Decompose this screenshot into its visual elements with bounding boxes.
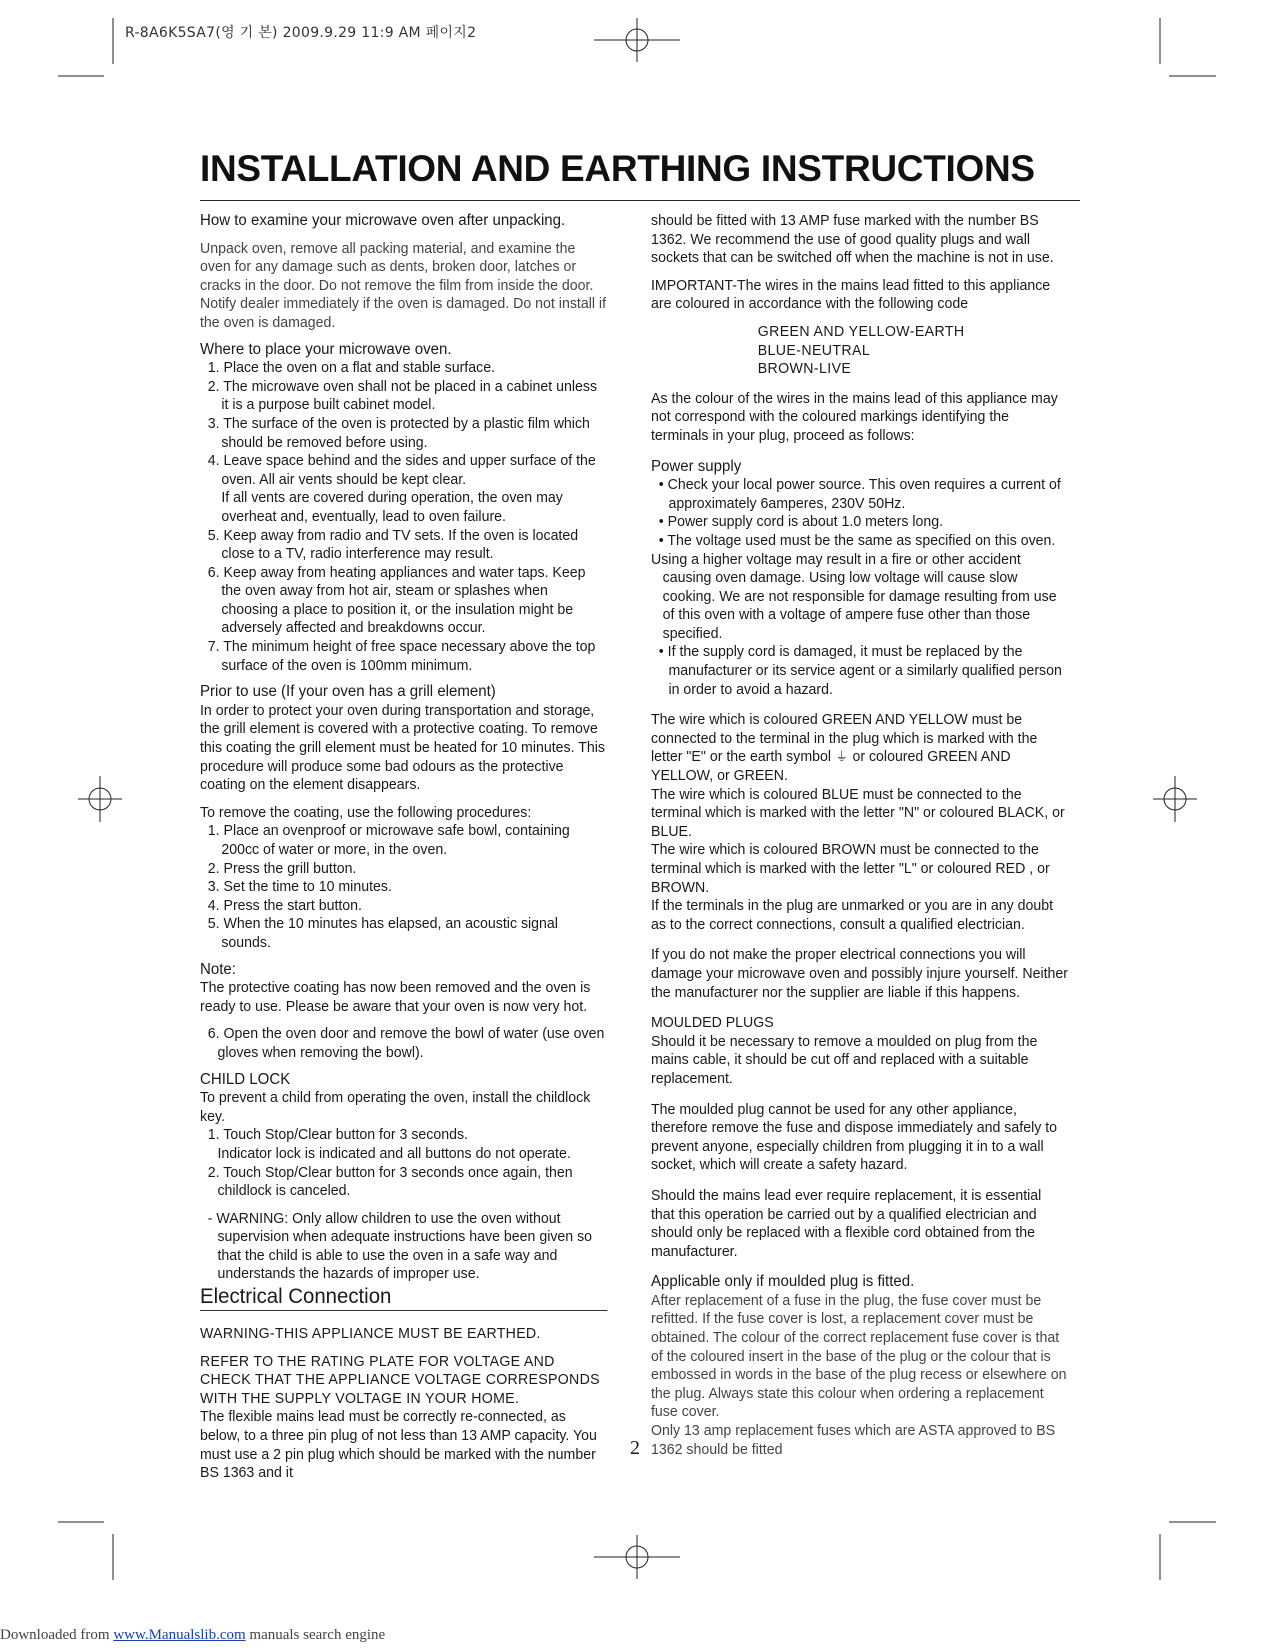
examine-heading: How to examine your microwave oven after unpacking. bbox=[200, 212, 566, 229]
place-item: 5. Keep away from radio and TV sets. If the oven is located close to a TV, radio interference may result. bbox=[207, 527, 579, 563]
childlock-step: 1. Touch Stop/Clear button for 3 seconds. bbox=[207, 1127, 468, 1144]
remove-step: 3. Set the time to 10 minutes. bbox=[207, 879, 392, 896]
lead-text: The flexible mains lead must be correctly re-connected, as below, to a three pin plug of not less than 13 AMP capacity. You must use a 2 pin plug which should be marked with the number BS 1363 and it bbox=[200, 1409, 597, 1482]
print-header-info: R-8A6K5SA7(영 기 본) 2009.9.29 11:9 AM 페이지2 bbox=[125, 25, 477, 41]
remove-intro: To remove the coating, use the following procedures: bbox=[200, 804, 532, 821]
brown-wire-text: The wire which is coloured BROWN must be connected to the terminal which is marked with the letter "L" or coloured RED , or BROWN. bbox=[651, 842, 1050, 896]
earthed-warning: WARNING-THIS APPLIANCE MUST BE EARTHED. bbox=[200, 1326, 541, 1343]
note-heading: Note: bbox=[200, 960, 236, 978]
page-title: INSTALLATION AND EARTHING INSTRUCTIONS bbox=[200, 148, 1035, 189]
manualslib-link[interactable]: www.Manualslib.com bbox=[113, 1627, 246, 1643]
power-bullet: • The voltage used must be the same as specified on this oven. bbox=[658, 532, 1056, 549]
warning-text: Only allow children to use the oven without supervision when adequate instructions have been given so that the child is able to use the oven in a safe way and understands the hazards of improper use. bbox=[217, 1210, 593, 1283]
moulded-heading: MOULDED PLUGS bbox=[651, 1015, 774, 1032]
warning-label: - WARNING: bbox=[207, 1210, 289, 1227]
remove-step: 4. Press the start button. bbox=[207, 897, 362, 914]
page-number: 2 bbox=[630, 1437, 640, 1459]
download-footer bbox=[0, 1627, 385, 1644]
rating-warning: REFER TO THE RATING PLATE FOR VOLTAGE AND CHECK THAT THE APPLIANCE VOLTAGE CORRESPONDS WITH THE SUPPLY VOLTAGE IN YOUR HOME. bbox=[200, 1353, 600, 1407]
place-item: 1. Place the oven on a flat and stable surface. bbox=[207, 360, 496, 377]
colour-text: As the colour of the wires in the mains lead of this appliance may not correspond with the coloured markings identifying the terminals in your plug, proceed as follows: bbox=[651, 390, 1058, 444]
warning-paragraph bbox=[200, 1210, 607, 1284]
prior-text: In order to protect your oven during transportation and storage, the grill element is covered with a protective coating. To remove this coating the grill element must be heated for 10 minutes. This procedure will produce some bad odours as the protective coating on the element disappears. bbox=[200, 702, 605, 794]
green-wire-text-a: The wire which is coloured GREEN AND YELLOW must be connected to the terminal in the plug which is marked with the letter "E" or the earth symbol bbox=[651, 712, 1038, 766]
asta-text: Only 13 amp replacement fuses which are ASTA approved to BS 1362 should be fitted bbox=[651, 1423, 1056, 1458]
earth-symbol-icon: ⏚ bbox=[835, 749, 849, 765]
important-paragraph bbox=[651, 277, 1068, 314]
left-column bbox=[200, 212, 607, 1483]
wire-code: BROWN-LIVE bbox=[757, 361, 852, 378]
wire-code: GREEN AND YELLOW-EARTH bbox=[757, 323, 965, 340]
power-bullet: • If the supply cord is damaged, it must be replaced by the manufacturer or its service agent or a similarly qualified person in order to avoid a hazard. bbox=[658, 644, 1062, 698]
place-item: 4. Leave space behind and the sides and upper surface of the oven. All air vents should be kept clear. bbox=[207, 453, 596, 488]
damage-text: If you do not make the proper electrical connections you will damage your microwave oven and possibly injure yourself. Neither the manufacturer nor the supplier are liable if this happens. bbox=[651, 947, 1069, 1001]
childlock-heading: CHILD LOCK bbox=[200, 1070, 291, 1088]
power-paragraph: Using a higher voltage may result in a fire or other accident causing oven damage. Using low voltage will cause slow cooking. We are not responsible for damage resulting from use of this oven with a voltage of ampere fuse other than those specified. bbox=[651, 551, 1057, 642]
moulded-text: Should it be necessary to remove a moulded on plug from the mains cable, it should be cut off and replaced with a suitable replacement. bbox=[651, 1033, 1038, 1087]
lead-text-cont: should be fitted with 13 AMP fuse marked with the number BS 1362. We recommend the use of good quality plugs and wall sockets that can be switched off when the machine is not in use. bbox=[651, 213, 1054, 267]
place-item: 2. The microwave oven shall not be placed in a cabinet unless it is a purpose built cabinet model. bbox=[207, 378, 598, 414]
place-item: 6. Keep away from heating appliances and water taps. Keep the oven away from hot air, steam or splashes when choosing a place to position it, or the insulation might be adversely affected and breakdowns occur. bbox=[207, 564, 586, 637]
place-item-extra: If all vents are covered during operation, the oven may overheat and, eventually, lead to oven failure. bbox=[221, 490, 563, 525]
right-column bbox=[651, 212, 1068, 1459]
footer-prefix: Downloaded from bbox=[0, 1627, 114, 1643]
important-label: IMPORTANT- bbox=[651, 277, 737, 294]
place-item: 7. The minimum height of free space necessary above the top surface of the oven is 100mm minimum. bbox=[207, 639, 596, 674]
power-bullet: • Check your local power source. This oven requires a current of approximately 6amperes, 230V 50Hz. bbox=[658, 477, 1061, 512]
remove-step: 5. When the 10 minutes has elapsed, an acoustic signal sounds. bbox=[207, 916, 558, 951]
place-heading: Where to place your microwave oven. bbox=[200, 340, 452, 358]
unmarked-text: If the terminals in the plug are unmarked or you are in any doubt as to the correct connections, consult a qualified electrician. bbox=[651, 898, 1054, 933]
childlock-step: 2. Touch Stop/Clear button for 3 seconds once again, then childlock is canceled. bbox=[207, 1164, 573, 1200]
remove-step: 1. Place an ovenproof or microwave safe bowl, containing 200cc of water or more, in the oven. bbox=[207, 823, 570, 858]
place-item: 3. The surface of the oven is protected by a plastic film which should be removed before using. bbox=[207, 415, 590, 451]
fuse-cover-text: After replacement of a fuse in the plug, the fuse cover must be refitted. If the fuse cover is lost, a replacement cover must be obtained. The colour of the correct replacement fuse cover is that of the coloured insert in the base of the plug or the colour that is embossed in words in the base of the plug recess or elsewhere on the plug. Always state this colour when ordering a replacement fuse cover. bbox=[651, 1292, 1067, 1421]
power-supply-heading: Power supply bbox=[651, 457, 742, 475]
prior-heading: Prior to use (If your oven has a grill element) bbox=[200, 683, 496, 701]
blue-wire-text: The wire which is coloured BLUE must be connected to the terminal which is marked with the letter "N" or coloured BLACK, or BLUE. bbox=[651, 786, 1065, 840]
childlock-step-extra: Indicator lock is indicated and all buttons do not operate. bbox=[217, 1145, 571, 1162]
replace-text: Should the mains lead ever require replacement, it is essential that this operation be carried out by a qualified electrician and should only be replaced with a flexible cord obtained from the manufacturer. bbox=[651, 1187, 1042, 1260]
power-bullet: • Power supply cord is about 1.0 meters long. bbox=[658, 514, 944, 531]
childlock-intro: To prevent a child from operating the oven, install the childlock key. bbox=[200, 1090, 591, 1125]
moulded-text-2: The moulded plug cannot be used for any other appliance, therefore remove the fuse and dispose immediately and safely to prevent anyone, especially children from plugging it in to a wall socket, which will create a safety hazard. bbox=[651, 1101, 1058, 1174]
electrical-connection-heading: Electrical Connection bbox=[200, 1284, 607, 1311]
examine-text: Unpack oven, remove all packing material, and examine the oven for any damage such as dents, broken door, latches or cracks in the door. Do not remove the film from inside the door. Notify dealer immediately if the oven is damaged. Do not install if the oven is damaged. bbox=[200, 240, 607, 331]
wire-code: BLUE-NEUTRAL bbox=[757, 342, 871, 359]
important-text: The wires in the mains lead fitted to this appliance are coloured in accordance with the following code bbox=[651, 277, 1051, 313]
green-wire-text bbox=[651, 711, 1068, 785]
title-divider bbox=[200, 200, 1080, 201]
note-text: The protective coating has now been removed and the oven is ready to use. Please be aware that your oven is now very hot. bbox=[200, 980, 591, 1015]
green-wire-text-b: or coloured GREEN AND YELLOW, or GREEN. bbox=[651, 749, 1011, 785]
remove-step: 2. Press the grill button. bbox=[207, 860, 357, 877]
footer-suffix: manuals search engine bbox=[245, 1627, 386, 1643]
applicable-heading: Applicable only if moulded plug is fitted. bbox=[651, 1273, 915, 1291]
remove-step-6: 6. Open the oven door and remove the bowl of water (use oven gloves when removing the bowl). bbox=[207, 1026, 605, 1061]
